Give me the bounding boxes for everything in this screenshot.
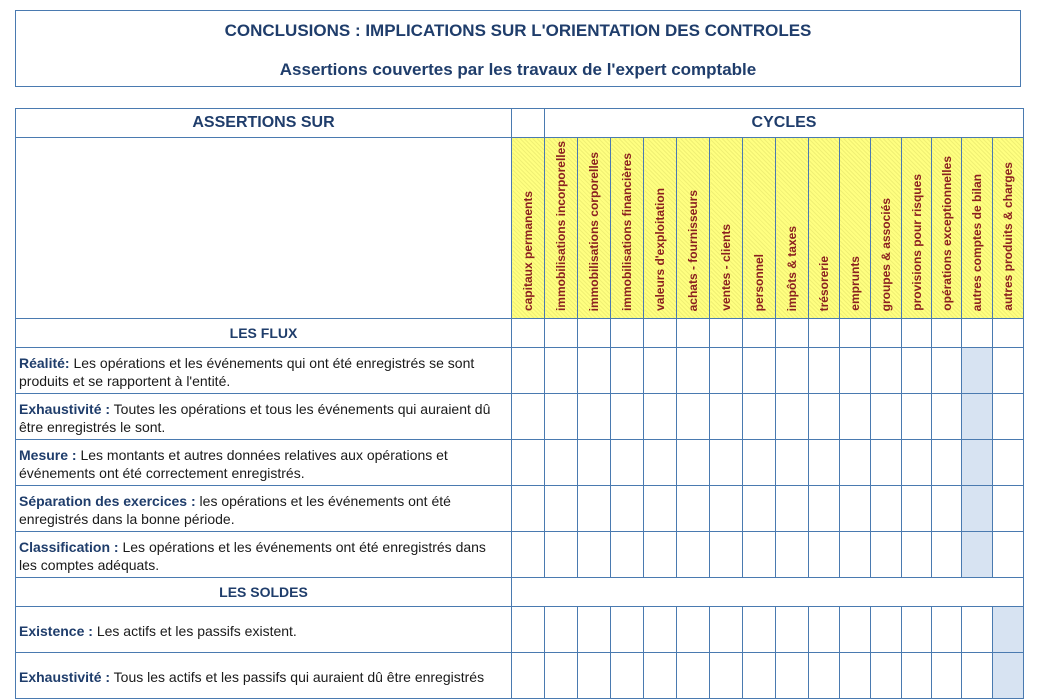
grid-cell <box>611 394 644 440</box>
grid-cell <box>578 394 611 440</box>
grid-cell <box>962 607 993 653</box>
grid-cell <box>902 319 932 348</box>
cycles-header: CYCLES <box>545 109 1024 138</box>
grid-cell <box>611 348 644 394</box>
grid-cell <box>710 486 743 532</box>
cycle-label: groupes & associés <box>879 197 893 312</box>
assertion-term: Séparation des exercices : <box>19 492 196 509</box>
assertion-text: Les actifs et les passifs existent. <box>92 622 297 639</box>
grid-cell <box>776 319 809 348</box>
grid-cell <box>776 348 809 394</box>
assertions-header: ASSERTIONS SUR <box>16 109 512 138</box>
grid-cell <box>840 348 871 394</box>
grid-cell <box>743 348 776 394</box>
grid-cell <box>578 532 611 578</box>
cycle-header-cell <box>644 138 677 319</box>
grid-cell <box>932 486 962 532</box>
cycle-label: immobilisations financières <box>620 153 634 312</box>
assertion-description <box>16 532 512 578</box>
assertion-term: Exhaustivité : <box>19 400 111 417</box>
grid-cell <box>512 653 545 699</box>
grid-cell <box>644 607 677 653</box>
grid-cell <box>611 440 644 486</box>
assertion-term: Exhaustivité : <box>19 668 111 685</box>
grid-cell <box>710 348 743 394</box>
grid-cell <box>677 348 710 394</box>
assertion-text: Les opérations et les événements qui ont été enregistrés se sont produits et se rapportent à l'entité. <box>19 354 475 389</box>
grid-cell <box>962 532 993 578</box>
assertion-term: Existence : <box>19 622 93 639</box>
cycle-label: personnel <box>752 253 766 312</box>
grid-cell <box>743 486 776 532</box>
grid-cell <box>871 319 902 348</box>
grid-cell <box>743 394 776 440</box>
grid-cell <box>809 532 840 578</box>
cycle-label: ventes - clients <box>719 224 733 312</box>
grid-cell <box>776 653 809 699</box>
grid-cell <box>743 440 776 486</box>
grid-cell <box>512 440 545 486</box>
grid-cell <box>512 607 545 653</box>
grid-cell <box>932 653 962 699</box>
grid-cell <box>902 440 932 486</box>
title-box <box>15 10 1021 87</box>
grid-cell <box>512 319 545 348</box>
cycle-header-cell <box>776 138 809 319</box>
grid-cell <box>932 607 962 653</box>
grid-cell <box>710 532 743 578</box>
grid-cell <box>932 394 962 440</box>
grid-cell <box>902 532 932 578</box>
grid-cell <box>776 532 809 578</box>
grid-cell <box>578 440 611 486</box>
grid-cell <box>840 486 871 532</box>
header-spacer-cell <box>512 109 545 138</box>
assertion-description <box>16 486 512 532</box>
grid-cell <box>993 348 1024 394</box>
grid-cell <box>840 607 871 653</box>
grid-cell <box>611 319 644 348</box>
cycle-label: trésorerie <box>817 255 831 312</box>
grid-cell <box>840 653 871 699</box>
grid-cell <box>962 653 993 699</box>
grid-cell <box>677 319 710 348</box>
grid-cell <box>840 532 871 578</box>
assertion-text: Toutes les opérations et tous les événements qui auraient dû être enregistrés le sont. <box>19 400 491 435</box>
section-blank-cell <box>512 578 1024 607</box>
grid-cell <box>962 394 993 440</box>
grid-cell <box>776 607 809 653</box>
cycle-header-cell <box>809 138 840 319</box>
cycle-label: valeurs d'exploitation <box>653 188 667 312</box>
assertion-term: Réalité: <box>19 354 70 371</box>
grid-cell <box>809 440 840 486</box>
grid-cell <box>644 394 677 440</box>
grid-cell <box>993 532 1024 578</box>
grid-cell <box>545 319 578 348</box>
grid-cell <box>545 440 578 486</box>
cycle-label: impôts & taxes <box>785 225 799 312</box>
grid-cell <box>743 607 776 653</box>
grid-cell <box>644 319 677 348</box>
assertion-term: Classification : <box>19 538 119 555</box>
grid-cell <box>993 653 1024 699</box>
grid-cell <box>545 532 578 578</box>
grid-cell <box>512 486 545 532</box>
grid-cell <box>710 607 743 653</box>
grid-cell <box>710 653 743 699</box>
grid-cell <box>743 319 776 348</box>
grid-cell <box>710 440 743 486</box>
assertion-term: Mesure : <box>19 446 77 463</box>
grid-cell <box>512 348 545 394</box>
cycle-label: autres produits & charges <box>1001 162 1015 312</box>
grid-cell <box>743 532 776 578</box>
grid-cell <box>545 653 578 699</box>
grid-cell <box>578 653 611 699</box>
grid-cell <box>932 319 962 348</box>
grid-cell <box>932 532 962 578</box>
page-subtitle: Assertions couvertes par les travaux de l'expert comptable <box>279 60 757 79</box>
cycle-label: achats - fournisseurs <box>686 189 700 312</box>
cycle-label: opérations exceptionnelles <box>939 156 954 312</box>
cycle-label: capitaux permanents <box>521 191 535 312</box>
grid-cell <box>545 607 578 653</box>
grid-cell <box>962 486 993 532</box>
cycle-header-cell <box>993 138 1024 319</box>
assertion-description <box>16 607 512 653</box>
grid-cell <box>993 319 1024 348</box>
grid-cell <box>871 394 902 440</box>
grid-cell <box>644 486 677 532</box>
grid-cell <box>611 653 644 699</box>
grid-cell <box>809 653 840 699</box>
grid-cell <box>902 486 932 532</box>
cycle-header-cell <box>932 138 962 319</box>
grid-cell <box>871 440 902 486</box>
grid-cell <box>776 440 809 486</box>
grid-cell <box>611 532 644 578</box>
grid-cell <box>902 653 932 699</box>
grid-cell <box>902 394 932 440</box>
grid-cell <box>512 394 545 440</box>
assertion-description <box>16 394 512 440</box>
grid-cell <box>611 607 644 653</box>
grid-cell <box>644 532 677 578</box>
grid-cell <box>962 440 993 486</box>
cycle-header-cell <box>578 138 611 319</box>
grid-cell <box>962 348 993 394</box>
assertion-text: Tous les actifs et les passifs qui auraient dû être enregistrés <box>110 668 485 685</box>
grid-cell <box>962 319 993 348</box>
cycle-label: immobilisations incorporelles <box>554 141 568 312</box>
grid-cell <box>578 319 611 348</box>
grid-cell <box>840 440 871 486</box>
grid-cell <box>710 319 743 348</box>
grid-cell <box>932 440 962 486</box>
section-label-flux: LES FLUX <box>16 319 512 348</box>
grid-cell <box>677 440 710 486</box>
grid-cell <box>545 394 578 440</box>
grid-cell <box>611 486 644 532</box>
grid-cell <box>993 440 1024 486</box>
grid-cell <box>677 653 710 699</box>
grid-cell <box>809 319 840 348</box>
grid-cell <box>902 348 932 394</box>
grid-cell <box>840 319 871 348</box>
grid-cell <box>644 653 677 699</box>
grid-cell <box>644 348 677 394</box>
cycle-header-cell <box>902 138 932 319</box>
cycle-header-cell <box>710 138 743 319</box>
assertion-text: les opérations et les événements ont été enregistrés dans la bonne période. <box>19 492 451 527</box>
section-label-soldes: LES SOLDES <box>16 578 512 607</box>
blank-header-cell <box>16 138 512 319</box>
grid-cell <box>871 486 902 532</box>
cycle-header-cell <box>677 138 710 319</box>
grid-cell <box>871 532 902 578</box>
grid-cell <box>512 532 545 578</box>
assertion-text: Les opérations et les événements ont été enregistrés dans les comptes adéquats. <box>19 538 486 573</box>
grid-cell <box>809 607 840 653</box>
assertion-description <box>16 653 512 699</box>
grid-cell <box>677 486 710 532</box>
grid-cell <box>871 607 902 653</box>
cycle-label: provisions pour risques <box>909 174 924 312</box>
grid-cell <box>743 653 776 699</box>
grid-cell <box>677 607 710 653</box>
cycle-header-cell <box>743 138 776 319</box>
grid-cell <box>677 532 710 578</box>
grid-cell <box>578 486 611 532</box>
cycle-header-cell <box>545 138 578 319</box>
cycle-label: immobilisations corporelles <box>587 151 601 312</box>
grid-cell <box>545 348 578 394</box>
cycle-header-cell <box>611 138 644 319</box>
page-title: CONCLUSIONS : IMPLICATIONS SUR L'ORIENTATION DES CONTROLES <box>224 21 812 40</box>
grid-cell <box>809 486 840 532</box>
grid-cell <box>776 486 809 532</box>
grid-cell <box>809 348 840 394</box>
cycle-label: autres comptes de bilan <box>970 173 984 312</box>
grid-cell <box>809 394 840 440</box>
grid-cell <box>644 440 677 486</box>
assertion-description <box>16 348 512 394</box>
grid-cell <box>932 348 962 394</box>
cycle-header-cell <box>871 138 902 319</box>
grid-cell <box>993 394 1024 440</box>
grid-cell <box>677 394 710 440</box>
grid-cell <box>871 348 902 394</box>
grid-cell <box>902 607 932 653</box>
cycle-header-cell <box>512 138 545 319</box>
grid-cell <box>578 607 611 653</box>
cycle-header-cell <box>840 138 871 319</box>
cycle-header-cell <box>962 138 993 319</box>
assertions-table <box>15 108 1024 699</box>
grid-cell <box>545 486 578 532</box>
assertion-text: Les montants et autres données relatives aux opérations et événements ont été correctement enregistrés. <box>19 446 448 481</box>
grid-cell <box>871 653 902 699</box>
grid-cell <box>840 394 871 440</box>
grid-cell <box>578 348 611 394</box>
grid-cell <box>993 486 1024 532</box>
grid-cell <box>710 394 743 440</box>
cycle-label: emprunts <box>848 256 862 312</box>
grid-cell <box>776 394 809 440</box>
grid-cell <box>993 607 1024 653</box>
assertion-description <box>16 440 512 486</box>
